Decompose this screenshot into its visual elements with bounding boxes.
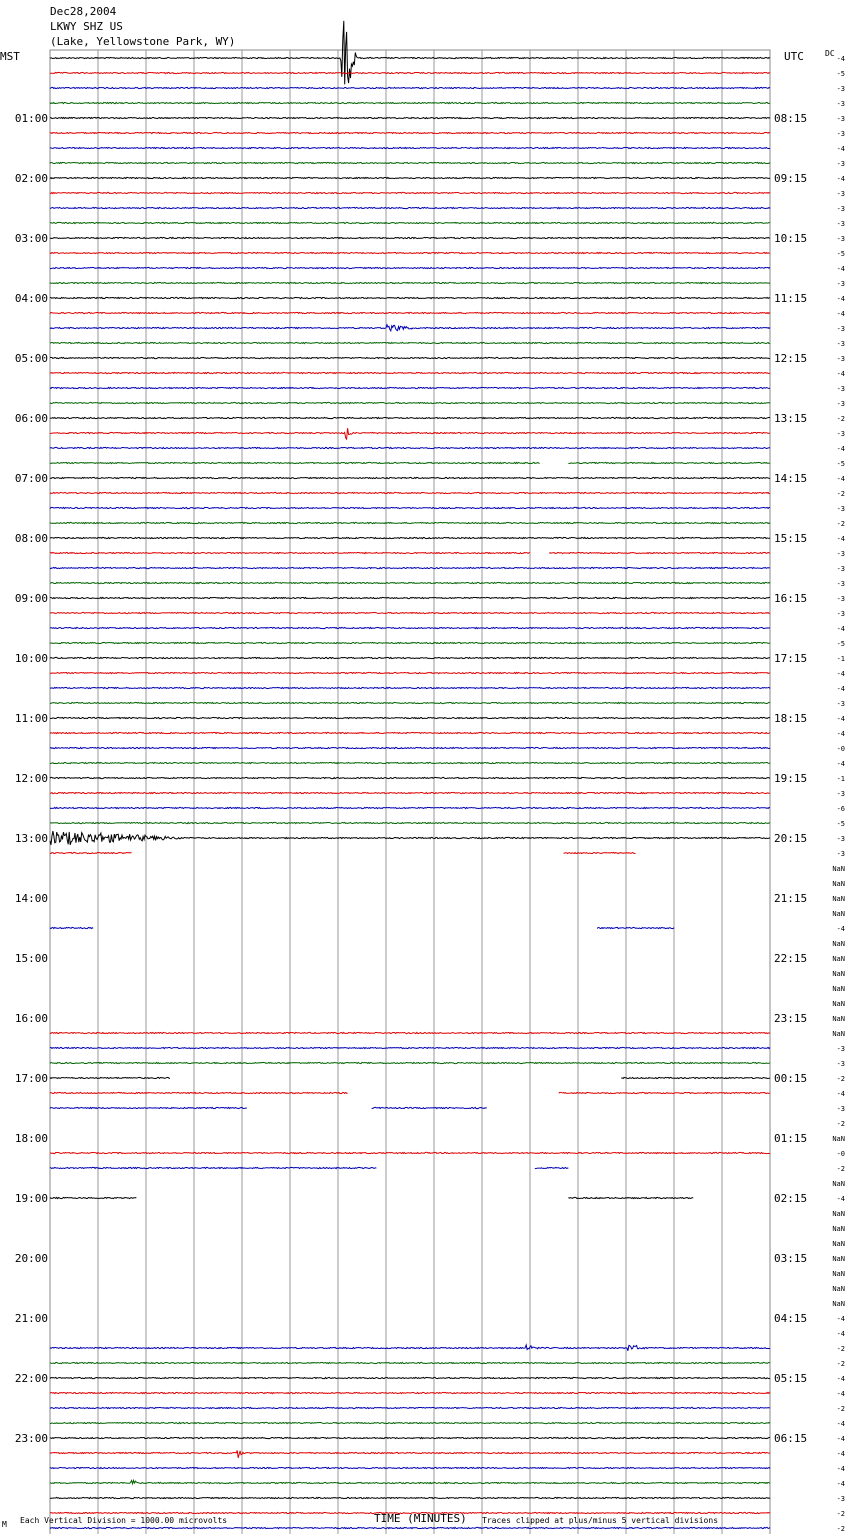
dc-offset-label: -3 [836, 550, 845, 558]
dc-offset-label: -4 [836, 625, 845, 633]
dc-offset-label: -0 [836, 1150, 845, 1158]
dc-offset-label: -3 [836, 595, 845, 603]
seismic-trace [50, 428, 770, 439]
seismic-trace [50, 192, 770, 193]
dc-offset-label: NaN [832, 1285, 845, 1293]
utc-hour-label: 02:15 [774, 1192, 808, 1205]
seismic-trace [50, 702, 770, 703]
dc-offset-label: NaN [832, 1240, 845, 1248]
seismic-trace [50, 417, 770, 418]
seismic-trace [50, 297, 770, 298]
dc-offset-label: -5 [836, 460, 845, 468]
utc-hour-label: 19:15 [774, 772, 808, 785]
utc-hour-label: 04:15 [774, 1312, 808, 1325]
seismic-trace [50, 1377, 770, 1378]
dc-offset-label: -2 [836, 1165, 845, 1173]
dc-offset-label: NaN [832, 1255, 845, 1263]
seismic-trace [549, 552, 770, 553]
seismic-trace [568, 1197, 693, 1198]
dc-offset-label: -3 [836, 130, 845, 138]
seismic-trace [597, 927, 674, 928]
mst-hour-label: 04:00 [14, 292, 48, 305]
dc-offset-label: -3 [836, 790, 845, 798]
seismic-trace [50, 267, 770, 268]
dc-offset-label: -4 [836, 1435, 845, 1443]
dc-offset-label: -4 [836, 1420, 845, 1428]
dc-offset-label: NaN [832, 910, 845, 918]
seismic-trace [50, 1362, 770, 1363]
seismic-trace [50, 462, 540, 463]
seismic-trace [50, 1032, 770, 1033]
dc-offset-label: -3 [836, 1045, 845, 1053]
utc-hour-label: 01:15 [774, 1132, 808, 1145]
mst-hour-label: 03:00 [14, 232, 48, 245]
dc-offset-label: -3 [836, 160, 845, 168]
dc-offset-label: -2 [836, 1525, 845, 1533]
utc-hour-label: 18:15 [774, 712, 808, 725]
dc-offset-label: -3 [836, 400, 845, 408]
dc-offset-label: -4 [836, 1375, 845, 1383]
mst-hour-label: 05:00 [14, 352, 48, 365]
plot-frame [50, 50, 770, 1534]
dc-offset-label: -3 [836, 85, 845, 93]
dc-offset-label: -3 [836, 100, 845, 108]
seismic-trace [50, 1450, 770, 1458]
seismic-trace [50, 357, 770, 358]
seismic-trace [50, 147, 770, 148]
seismic-trace [50, 1422, 770, 1423]
left-zone-label: MST [0, 50, 20, 63]
mst-hour-label: 17:00 [14, 1072, 48, 1085]
seismic-trace [50, 1467, 770, 1468]
dc-offset-label: -4 [836, 1315, 845, 1323]
seismic-trace [50, 237, 770, 238]
dc-offset-label: -4 [836, 1330, 845, 1338]
seismic-trace [50, 777, 770, 778]
dc-offset-label: -3 [836, 580, 845, 588]
seismic-trace [621, 1077, 770, 1078]
utc-hour-label: 03:15 [774, 1252, 808, 1265]
mst-hour-label: 18:00 [14, 1132, 48, 1145]
seismic-trace [50, 312, 770, 313]
seismic-trace [568, 462, 770, 463]
seismic-trace [50, 72, 770, 73]
seismic-trace [50, 325, 770, 331]
vertical-division-note: Each Vertical Division = 1000.00 microvolts [20, 1516, 228, 1525]
seismic-trace [50, 831, 770, 845]
utc-hour-label: 17:15 [774, 652, 808, 665]
seismic-trace [50, 1092, 348, 1093]
mst-hour-label: 07:00 [14, 472, 48, 485]
dc-offset-label: -4 [836, 175, 845, 183]
seismic-trace [50, 597, 770, 598]
mst-hour-label: 09:00 [14, 592, 48, 605]
seismic-trace [50, 792, 770, 793]
dc-offset-label: -2 [836, 1360, 845, 1368]
dc-offset-label: -3 [836, 850, 845, 858]
utc-hour-label: 20:15 [774, 832, 808, 845]
dc-offset-label: -2 [836, 1405, 845, 1413]
dc-offset-label: -5 [836, 820, 845, 828]
seismic-trace [50, 177, 770, 178]
dc-offset-label: -4 [836, 1090, 845, 1098]
seismic-trace [50, 627, 770, 628]
seismic-trace [50, 117, 770, 118]
dc-offset-label: NaN [832, 1210, 845, 1218]
dc-offset-label: NaN [832, 1300, 845, 1308]
dc-offset-label: -3 [836, 340, 845, 348]
dc-offset-label: -5 [836, 640, 845, 648]
x-axis-label: TIME (MINUTES) [374, 1512, 467, 1525]
utc-hour-label: 10:15 [774, 232, 808, 245]
dc-offset-label: -3 [836, 1105, 845, 1113]
seismic-trace [50, 852, 132, 853]
dc-label: DC [825, 49, 835, 58]
dc-offset-label: -4 [836, 1195, 845, 1203]
seismic-trace [50, 1077, 170, 1078]
seismic-trace [50, 642, 770, 643]
dc-offset-label: -4 [836, 370, 845, 378]
seismic-trace [50, 807, 770, 808]
seismic-trace [50, 1345, 770, 1351]
dc-offset-label: -4 [836, 295, 845, 303]
dc-offset-label: -3 [836, 505, 845, 513]
dc-offset-label: NaN [832, 1030, 845, 1038]
seismic-trace [50, 1107, 247, 1108]
dc-offset-label: -3 [836, 1495, 845, 1503]
seismic-trace [50, 1497, 770, 1498]
mst-hour-label: 14:00 [14, 892, 48, 905]
seismic-trace [50, 1480, 770, 1483]
dc-offset-label: -2 [836, 1510, 845, 1518]
mst-hour-label: 02:00 [14, 172, 48, 185]
dc-offset-label: -4 [836, 1390, 845, 1398]
dc-offset-label: -2 [836, 1345, 845, 1353]
dc-offset-label: -4 [836, 445, 845, 453]
dc-offset-label: -4 [836, 265, 845, 273]
dc-offset-label: NaN [832, 1180, 845, 1188]
dc-offset-label: -3 [836, 115, 845, 123]
mst-hour-label: 23:00 [14, 1432, 48, 1445]
dc-offset-label: -6 [836, 805, 845, 813]
utc-hour-label: 16:15 [774, 592, 808, 605]
dc-offset-label: -3 [836, 835, 845, 843]
dc-offset-label: -2 [836, 520, 845, 528]
dc-offset-label: -2 [836, 1120, 845, 1128]
utc-hour-label: 05:15 [774, 1372, 808, 1385]
dc-offset-label: -3 [836, 430, 845, 438]
dc-offset-label: -0 [836, 745, 845, 753]
utc-hour-label: 21:15 [774, 892, 808, 905]
mst-hour-label: 15:00 [14, 952, 48, 965]
seismic-trace [50, 732, 770, 733]
seismic-trace [50, 102, 770, 103]
seismic-trace [50, 1167, 376, 1168]
seismic-trace [50, 567, 770, 568]
seismic-trace [50, 132, 770, 133]
seismic-trace [372, 1107, 487, 1108]
mst-hour-label: 12:00 [14, 772, 48, 785]
dc-offset-label: NaN [832, 895, 845, 903]
seismic-trace [50, 672, 770, 673]
dc-offset-label: NaN [832, 880, 845, 888]
dc-offset-label: -4 [836, 1480, 845, 1488]
clipping-note: Traces clipped at plus/minus 5 vertical divisions [482, 1516, 719, 1525]
seismic-trace [50, 162, 770, 163]
dc-offset-label: -4 [836, 310, 845, 318]
dc-offset-label: NaN [832, 955, 845, 963]
dc-offset-label: NaN [832, 1015, 845, 1023]
utc-hour-label: 13:15 [774, 412, 808, 425]
seismic-trace [50, 687, 770, 688]
seismic-trace [50, 1527, 770, 1528]
dc-offset-label: -2 [836, 415, 845, 423]
seismic-trace [50, 1392, 770, 1393]
mst-hour-label: 13:00 [14, 832, 48, 845]
seismic-trace [50, 372, 770, 373]
dc-offset-label: -5 [836, 250, 845, 258]
seismic-trace [50, 402, 770, 403]
dc-offset-label: -4 [836, 535, 845, 543]
utc-hour-label: 22:15 [774, 952, 808, 965]
seismic-trace [50, 492, 770, 493]
dc-offset-label: NaN [832, 1225, 845, 1233]
utc-hour-label: 14:15 [774, 472, 808, 485]
dc-offset-label: -3 [836, 565, 845, 573]
seismic-trace [50, 582, 770, 583]
mst-hour-label: 19:00 [14, 1192, 48, 1205]
dc-offset-label: NaN [832, 1000, 845, 1008]
seismic-trace [50, 1197, 136, 1198]
dc-offset-label: -1 [836, 775, 845, 783]
seismic-trace [50, 477, 770, 478]
seismic-trace [50, 927, 93, 928]
dc-offset-label: -3 [836, 355, 845, 363]
dc-offset-label: -2 [836, 490, 845, 498]
corner-mark: M [2, 1520, 7, 1529]
mst-hour-label: 01:00 [14, 112, 48, 125]
seismic-trace [50, 342, 770, 343]
mst-hour-label: 22:00 [14, 1372, 48, 1385]
utc-hour-label: 15:15 [774, 532, 808, 545]
seismic-trace [50, 207, 770, 208]
utc-hour-label: 08:15 [774, 112, 808, 125]
seismic-trace [50, 1152, 770, 1153]
dc-offset-label: -1 [836, 655, 845, 663]
dc-offset-label: -4 [836, 1465, 845, 1473]
seismic-trace [535, 1167, 569, 1168]
mst-hour-label: 10:00 [14, 652, 48, 665]
dc-offset-label: -4 [836, 55, 845, 63]
dc-offset-label: -4 [836, 760, 845, 768]
dc-offset-label: -5 [836, 70, 845, 78]
seismic-trace [50, 612, 770, 613]
dc-offset-label: -3 [836, 205, 845, 213]
seismic-trace [50, 387, 770, 388]
mst-hour-label: 08:00 [14, 532, 48, 545]
seismic-trace [50, 522, 770, 523]
dc-offset-label: NaN [832, 865, 845, 873]
dc-offset-label: NaN [832, 1135, 845, 1143]
mst-hour-label: 06:00 [14, 412, 48, 425]
dc-offset-label: -3 [836, 235, 845, 243]
dc-offset-label: -3 [836, 190, 845, 198]
seismic-trace [50, 1407, 770, 1408]
location-label: (Lake, Yellowstone Park, WY) [50, 35, 236, 48]
seismic-trace [50, 21, 770, 85]
utc-hour-label: 23:15 [774, 1012, 808, 1025]
seismic-trace [50, 762, 770, 763]
dc-offset-label: -4 [836, 145, 845, 153]
dc-offset-label: -4 [836, 1450, 845, 1458]
dc-offset-label: -4 [836, 925, 845, 933]
station-label: LKWY SHZ US [50, 20, 123, 33]
seismic-trace [50, 537, 770, 538]
seismic-trace [564, 852, 636, 853]
mst-hour-label: 11:00 [14, 712, 48, 725]
dc-offset-label: -4 [836, 730, 845, 738]
dc-offset-label: -3 [836, 220, 845, 228]
date-label: Dec28,2004 [50, 5, 117, 18]
seismic-trace [50, 747, 770, 748]
dc-offset-label: -4 [836, 475, 845, 483]
utc-hour-label: 00:15 [774, 1072, 808, 1085]
seismic-trace [50, 1437, 770, 1438]
dc-offset-label: -3 [836, 610, 845, 618]
dc-offset-label: -4 [836, 685, 845, 693]
dc-offset-label: -3 [836, 700, 845, 708]
dc-offset-label: -3 [836, 1060, 845, 1068]
dc-offset-label: -3 [836, 385, 845, 393]
dc-offset-label: NaN [832, 1270, 845, 1278]
mst-hour-label: 20:00 [14, 1252, 48, 1265]
dc-offset-label: NaN [832, 940, 845, 948]
seismic-trace [50, 717, 770, 718]
dc-offset-label: -2 [836, 1075, 845, 1083]
mst-hour-label: 21:00 [14, 1312, 48, 1325]
seismic-trace [50, 282, 770, 283]
right-zone-label: UTC [784, 50, 804, 63]
dc-offset-label: NaN [832, 970, 845, 978]
utc-hour-label: 11:15 [774, 292, 808, 305]
utc-hour-label: 09:15 [774, 172, 808, 185]
seismic-trace [50, 222, 770, 223]
dc-offset-label: -3 [836, 325, 845, 333]
seismic-trace [50, 507, 770, 508]
seismic-trace [50, 87, 770, 88]
seismic-trace [50, 447, 770, 448]
seismic-trace [50, 657, 770, 658]
seismic-trace [50, 252, 770, 253]
seismic-trace [50, 822, 770, 823]
utc-hour-label: 06:15 [774, 1432, 808, 1445]
utc-hour-label: 12:15 [774, 352, 808, 365]
mst-hour-label: 16:00 [14, 1012, 48, 1025]
seismic-trace [50, 1047, 770, 1048]
dc-offset-label: -3 [836, 280, 845, 288]
dc-offset-label: NaN [832, 985, 845, 993]
dc-offset-label: -4 [836, 715, 845, 723]
seismic-trace [559, 1092, 770, 1093]
dc-offset-label: -4 [836, 670, 845, 678]
seismic-trace [50, 1062, 770, 1063]
